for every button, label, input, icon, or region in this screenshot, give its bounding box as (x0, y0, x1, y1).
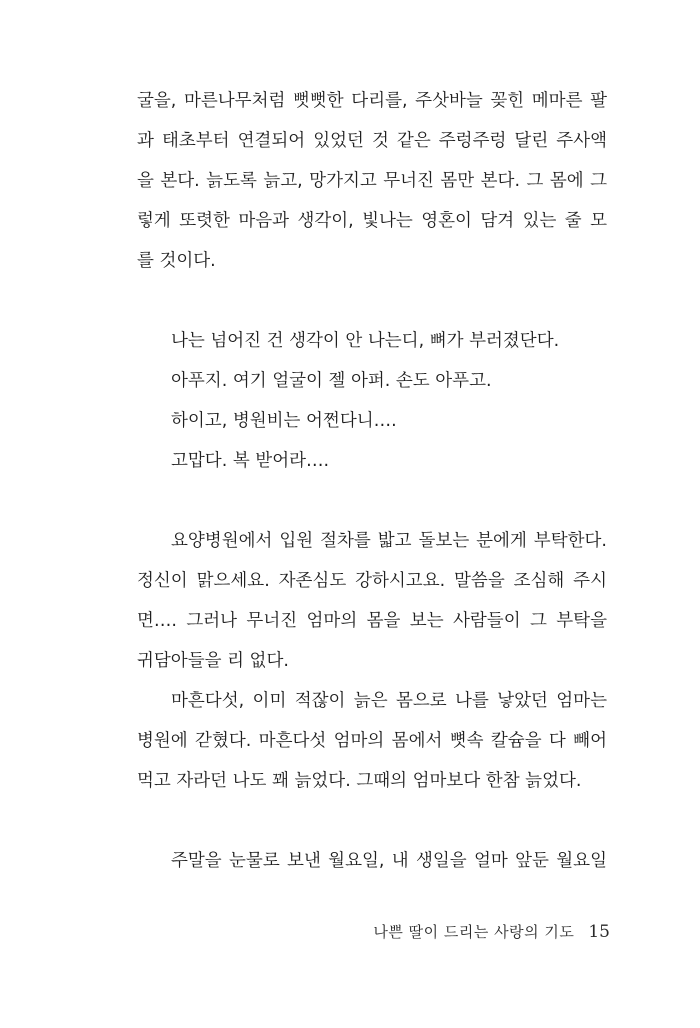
text-line: 굴을, 마른나무처럼 뻣뻣한 다리를, 주삿바늘 꽂힌 메마른 팔 (137, 91, 607, 111)
dialogue-line: 하이고, 병원비는 어쩐다니…. (171, 411, 397, 431)
text-line: 귀담아들을 리 없다. (137, 651, 289, 671)
text-line: 면…. 그러나 무너진 엄마의 몸을 보는 사람들이 그 부탁을 (137, 611, 607, 631)
text-line: 마흔다섯, 이미 적잖이 늙은 몸으로 나를 낳았던 엄마는 (171, 691, 607, 711)
text-line: 요양병원에서 입원 절차를 밟고 돌보는 분에게 부탁한다. (171, 531, 607, 551)
text-line: 정신이 맑으세요. 자존심도 강하시고요. 말씀을 조심해 주시 (137, 571, 607, 591)
dialogue-line: 아푸지. 여기 얼굴이 젤 아퍼. 손도 아푸고. (171, 371, 492, 391)
body-text (137, 81, 607, 881)
text-line: 을 본다. 늙도록 늙고, 망가지고 무너진 몸만 본다. 그 몸에 그 (137, 171, 607, 191)
text-line: 과 태초부터 연결되어 있었던 것 같은 주렁주렁 달린 주사액 (137, 131, 607, 151)
text-line: 렇게 또렷한 마음과 생각이, 빛나는 영혼이 담겨 있는 줄 모 (137, 211, 607, 231)
page-number: 15 (588, 922, 610, 942)
page-footer (373, 921, 610, 942)
dialogue-line: 나는 넘어진 건 생각이 안 나는디, 뼈가 부러졌단다. (171, 331, 560, 351)
text-line: 주말을 눈물로 보낸 월요일, 내 생일을 얼마 앞둔 월요일 (171, 851, 607, 871)
text-line: 병원에 갇혔다. 마흔다섯 엄마의 몸에서 뼛속 칼슘을 다 빼어 (137, 731, 607, 751)
dialogue-line: 고맙다. 복 받어라…. (171, 451, 330, 471)
text-line: 를 것이다. (137, 251, 216, 271)
text-line: 먹고 자라던 나도 꽤 늙었다. 그때의 엄마보다 한참 늙었다. (137, 771, 582, 791)
running-title: 나쁜 딸이 드리는 사랑의 기도 (373, 923, 575, 941)
